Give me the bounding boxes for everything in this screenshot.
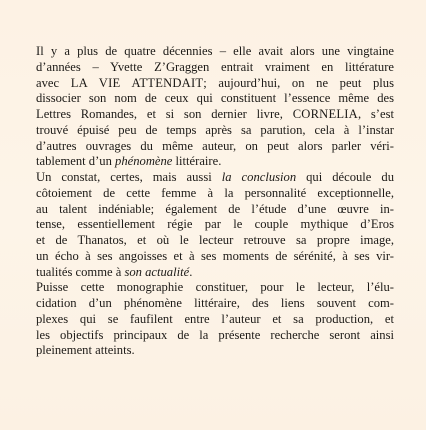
- text-run: plexes qui se faufilent entre l’auteur et sa production, et: [36, 311, 394, 326]
- emphasis-text: phénomène: [115, 154, 173, 169]
- paragraph: [36, 170, 394, 280]
- text-line: [36, 233, 394, 249]
- text-run: Puisse cette monographie constituer, pour le lecteur, l’élu-: [36, 280, 394, 295]
- title-caps-text: LA VIE ATTENDAIT: [70, 75, 204, 90]
- text-run: tablement d’un: [36, 154, 116, 169]
- paragraph: [36, 44, 394, 170]
- text-run: Un constat, certes, mais aussi: [36, 170, 222, 184]
- text-run: littéraire.: [172, 154, 222, 169]
- text-run: et de Thanatos, et où le lecteur retrouve sa propre image,: [36, 233, 394, 247]
- text-run: qui découle du: [296, 170, 394, 184]
- text-line: [36, 60, 394, 76]
- text-run: trouvé épuisé peu de temps après sa parution, cela à l’instar: [36, 122, 394, 137]
- text-line: [36, 217, 394, 233]
- text-line: [36, 249, 394, 265]
- title-caps-text: CORNELIA: [292, 107, 358, 121]
- text-line: [36, 76, 394, 92]
- text-line: [36, 186, 394, 202]
- text-line: [36, 265, 394, 281]
- text-run: côtoiement de cette femme à la personnalité exceptionnelle,: [36, 185, 394, 200]
- text-line: [36, 296, 394, 312]
- text-run: au talent indéniable; également de l’étude d’une œuvre in-: [36, 201, 394, 216]
- text-run: d’années – Yvette Z’Graggen entrait vraiment en littérature: [36, 59, 394, 74]
- text-line: [36, 139, 394, 155]
- paragraph: [36, 280, 394, 359]
- text-run: tense, essentiellement régie par le couple mythique d’Eros: [36, 217, 394, 232]
- text-run: ; aujourd’hui, on ne peut plus: [203, 75, 394, 90]
- emphasis-text: la conclusion: [221, 170, 297, 184]
- emphasis-text: son actualité: [124, 264, 190, 279]
- text-run: Il y a plus de quatre décennies – elle avait alors une vingtaine: [36, 44, 394, 58]
- text-run: un écho à ses angoisses et à ses moments de sérénité, à ses vir-: [36, 248, 394, 263]
- text-run: .: [189, 264, 193, 279]
- text-line: [36, 202, 394, 218]
- text-line: [36, 91, 394, 107]
- text-line: [36, 154, 394, 170]
- text-run: d’autres ouvrages du même auteur, on peut alors parler véri-: [36, 138, 394, 153]
- text-run: , s’est: [357, 107, 394, 121]
- body-text: [36, 44, 394, 359]
- text-line: [36, 312, 394, 328]
- text-line: [36, 343, 394, 359]
- text-run: cidation d’un phénomène littéraire, des liens souvent com-: [36, 296, 394, 310]
- text-run: les objectifs principaux de la présente recherche seront ainsi: [36, 327, 394, 342]
- text-line: [36, 123, 394, 139]
- text-run: avec: [36, 75, 71, 90]
- text-run: pleinement atteints.: [36, 343, 135, 358]
- text-line: [36, 280, 394, 296]
- text-line: [36, 170, 394, 186]
- text-line: [36, 107, 394, 123]
- text-line: [36, 328, 394, 344]
- text-run: tualités comme à: [36, 264, 125, 279]
- text-run: dissocier son nom de ceux qui constituent l’essence même des: [36, 91, 394, 106]
- text-line: [36, 44, 394, 60]
- text-run: Lettres Romandes, et si son dernier livre,: [36, 107, 293, 121]
